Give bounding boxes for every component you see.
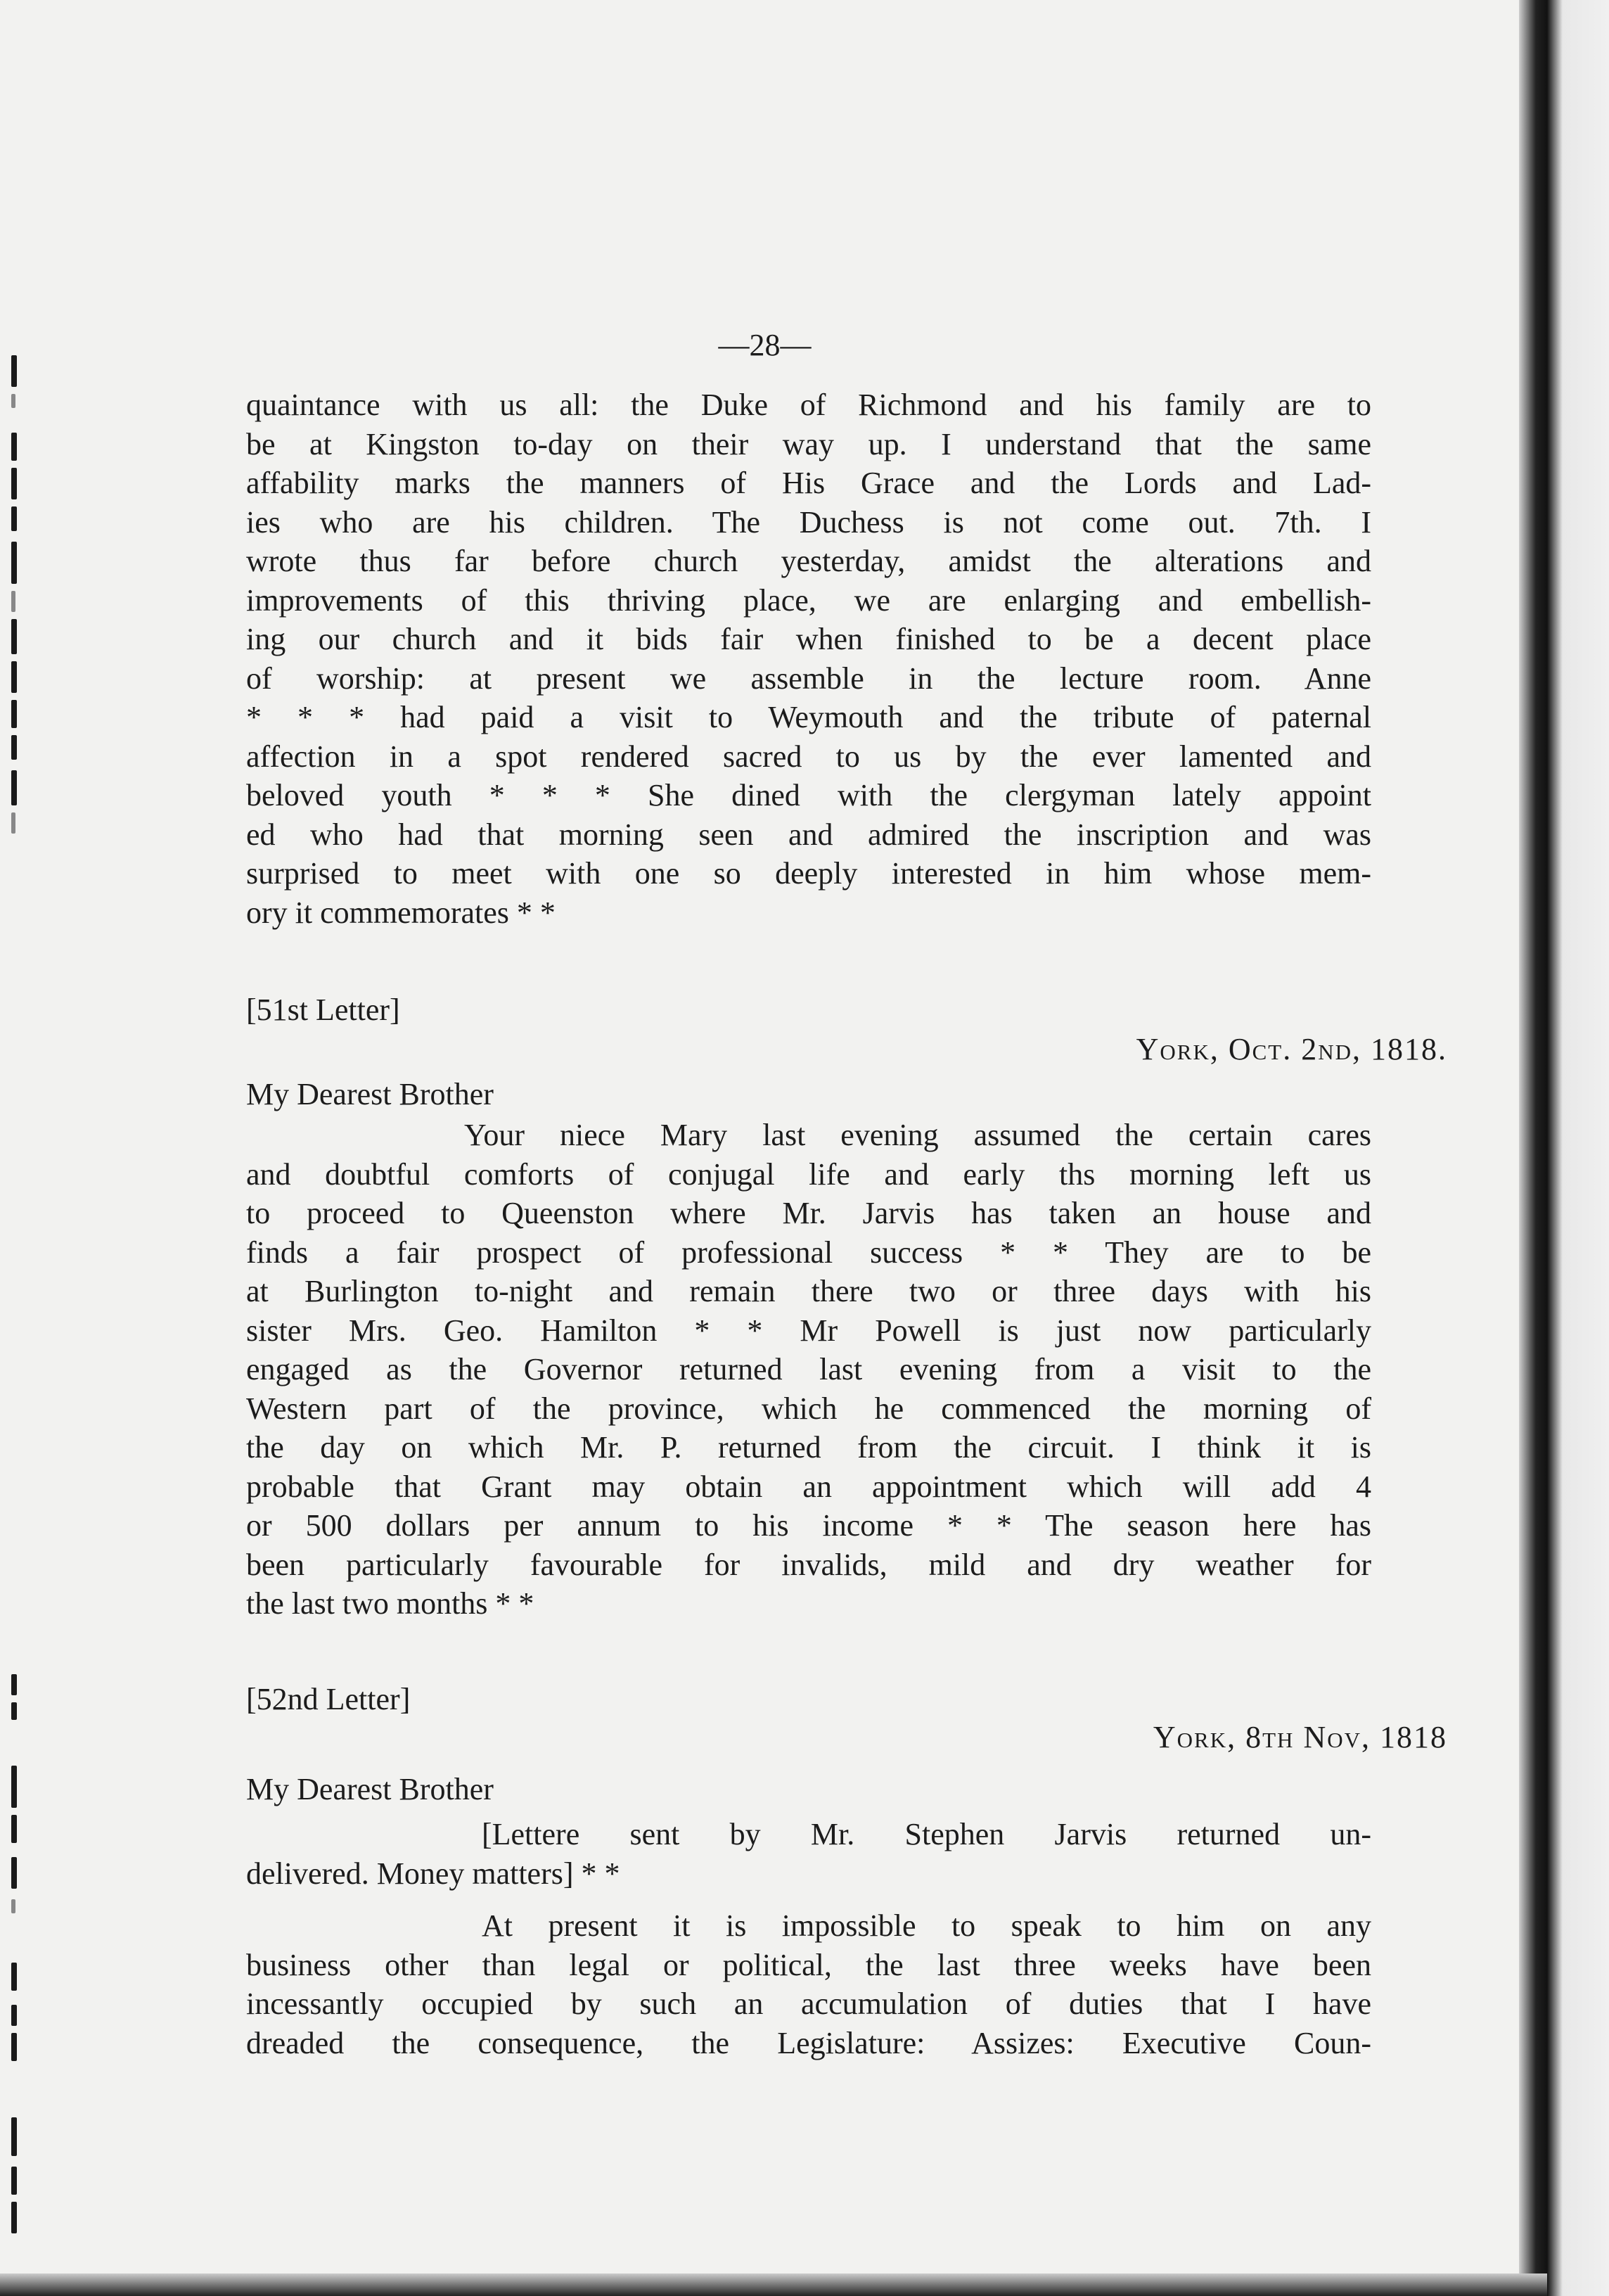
letter-52-note	[246, 1815, 1371, 1893]
margin-mark	[11, 591, 15, 612]
text-line: improvements of this thriving place, we are enlarging and embellish-	[246, 582, 1371, 618]
margin-mark	[11, 1899, 15, 1913]
margin-mark	[11, 812, 15, 834]
text-line: affection in a spot rendered sacred to us by the ever lamented and	[246, 739, 1371, 774]
text-line: delivered. Money matters] * *	[246, 1856, 620, 1891]
text-line: ing our church and it bids fair when finished to be a decent place	[246, 622, 1371, 656]
margin-mark	[11, 2033, 17, 2061]
text-line: quaintance with us all: the Duke of Richmond and his family are to	[246, 388, 1371, 422]
letter-52-dateline: York, 8th Nov, 1818	[1153, 1720, 1447, 1754]
margin-mark	[11, 1963, 17, 1991]
text-line: At present it is impossible to speak to him on any	[482, 1908, 1371, 1943]
margin-mark	[11, 1702, 17, 1720]
margin-mark	[11, 542, 17, 584]
margin-mark	[11, 2005, 17, 2026]
text-line: dreaded the consequence, the Legislature: Assizes: Executive Coun-	[246, 2025, 1371, 2060]
page-number: —28—	[718, 328, 812, 362]
text-line: ed who had that morning seen and admired the inscription and was	[246, 817, 1371, 852]
text-line: Western part of the province, which he commenced the morning of	[246, 1391, 1371, 1426]
text-line: or 500 dollars per annum to his income * * The season here has	[246, 1508, 1371, 1543]
letter-52-body	[246, 1906, 1371, 2062]
letter-52-salutation: My Dearest Brother	[246, 1772, 494, 1806]
text-line: to proceed to Queenston where Mr. Jarvis has taken an house and	[246, 1196, 1371, 1230]
text-line: sister Mrs. Geo. Hamilton * * Mr Powell is just now particularly	[246, 1313, 1371, 1348]
text-line: incessantly occupied by such an accumulation of duties that I have	[246, 1986, 1371, 2021]
margin-mark	[11, 1674, 17, 1695]
text-line: of worship: at present we assemble in the lecture room. Anne	[246, 661, 1371, 696]
margin-mark	[11, 1766, 17, 1808]
margin-mark	[11, 468, 17, 499]
next-page-edge	[1547, 0, 1609, 2296]
margin-mark	[11, 661, 17, 693]
text-line: at Burlington to-night and remain there two or three days with his	[246, 1274, 1371, 1308]
paragraph-continued	[246, 385, 1371, 932]
margin-mark	[11, 619, 17, 654]
text-line: wrote thus far before church yesterday, amidst the alterations and	[246, 544, 1371, 578]
margin-mark	[11, 2167, 17, 2195]
margin-mark	[11, 700, 17, 728]
text-line: ies who are his children. The Duchess is not come out. 7th. I	[246, 504, 1371, 540]
page-bottom-edge	[0, 2273, 1547, 2296]
text-line: and doubtful comforts of conjugal life and early ths morning left us	[246, 1156, 1371, 1192]
letter-51-dateline: York, Oct. 2nd, 1818.	[1136, 1032, 1447, 1066]
text-line: [Lettere sent by Mr. Stephen Jarvis returned un-	[482, 1817, 1371, 1851]
letter-51-salutation: My Dearest Brother	[246, 1077, 494, 1111]
text-line: beloved youth * * * She dined with the clergyman lately appoint	[246, 778, 1371, 812]
margin-mark	[11, 394, 15, 408]
margin-mark	[11, 1815, 17, 1843]
margin-mark	[11, 2202, 17, 2233]
margin-mark	[11, 433, 17, 461]
text-line: affability marks the manners of His Grace and the Lords and Lad-	[246, 466, 1371, 500]
text-line: ory it commemorates * *	[246, 895, 556, 930]
text-line: be at Kingston to-day on their way up. I understand that the same	[246, 426, 1371, 461]
text-line: been particularly favourable for invalids, mild and dry weather for	[246, 1547, 1371, 1582]
text-line: * * * had paid a visit to Weymouth and the tribute of paternal	[246, 700, 1371, 734]
text-line: business other than legal or political, the last three weeks have been	[246, 1947, 1371, 1982]
letter-51-label: [51st Letter]	[246, 993, 400, 1027]
margin-mark	[11, 2117, 17, 2156]
text-line: engaged as the Governor returned last evening from a visit to the	[246, 1352, 1371, 1386]
letter-52-label: [52nd Letter]	[246, 1682, 411, 1716]
letter-51-body	[246, 1116, 1371, 1624]
margin-mark	[11, 1857, 17, 1889]
margin-mark	[11, 735, 17, 760]
margin-mark	[11, 770, 17, 805]
text-line: the last two months * *	[246, 1586, 534, 1621]
text-line: surprised to meet with one so deeply interested in him whose mem-	[246, 856, 1371, 891]
text-line: probable that Grant may obtain an appointment which will add 4	[246, 1469, 1371, 1504]
text-line: Your niece Mary last evening assumed the certain cares	[464, 1118, 1371, 1152]
text-line: finds a fair prospect of professional success * * They are to be	[246, 1235, 1371, 1270]
margin-mark	[11, 506, 17, 531]
text-line: the day on which Mr. P. returned from the circuit. I think it is	[246, 1430, 1371, 1465]
